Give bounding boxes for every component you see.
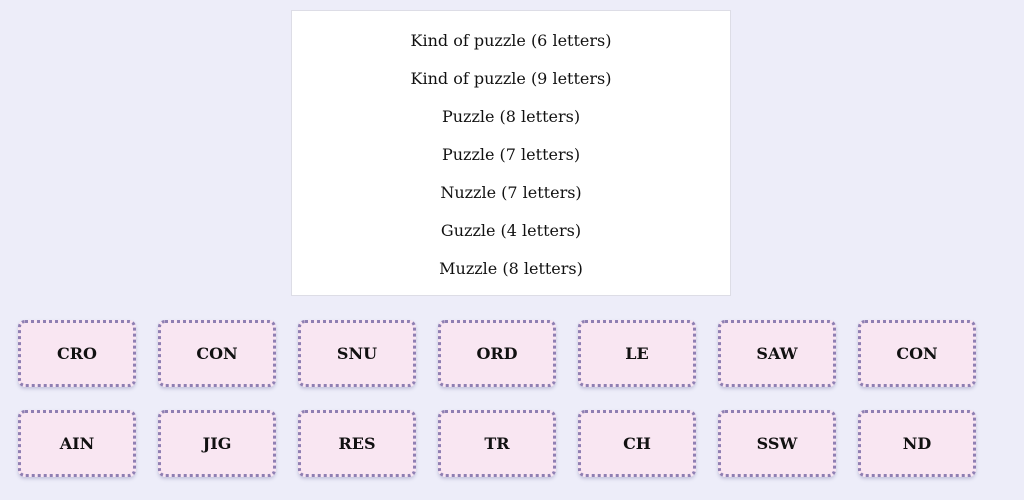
letter-tile[interactable]: CON (858, 320, 976, 387)
letter-tile[interactable]: AIN (18, 410, 136, 477)
letter-tile[interactable]: CH (578, 410, 696, 477)
clue-4: Puzzle (7 letters) (441, 145, 581, 164)
letter-tile[interactable]: ND (858, 410, 976, 477)
clue-1: Kind of puzzle (6 letters) (410, 31, 612, 50)
letter-tile[interactable]: SAW (718, 320, 836, 387)
letter-tile[interactable]: CON (158, 320, 276, 387)
letter-tile[interactable]: RES (298, 410, 416, 477)
clue-6: Guzzle (4 letters) (440, 221, 582, 240)
clue-2: Kind of puzzle (9 letters) (410, 69, 612, 88)
letter-tile[interactable]: LE (578, 320, 696, 387)
letter-tile[interactable]: TR (438, 410, 556, 477)
letter-tile[interactable]: ORD (438, 320, 556, 387)
tile-row-2 (18, 410, 1018, 500)
letter-tile[interactable]: SNU (298, 320, 416, 387)
letter-tile[interactable]: CRO (18, 320, 136, 387)
clue-5: Nuzzle (7 letters) (440, 183, 582, 202)
clue-list (291, 10, 731, 296)
letter-tile-grid (18, 320, 1018, 500)
letter-tile[interactable]: SSW (718, 410, 836, 477)
clue-7: Muzzle (8 letters) (439, 259, 583, 278)
clue-3: Puzzle (8 letters) (441, 107, 581, 126)
letter-tile[interactable]: JIG (158, 410, 276, 477)
tile-row-1 (18, 320, 1018, 410)
